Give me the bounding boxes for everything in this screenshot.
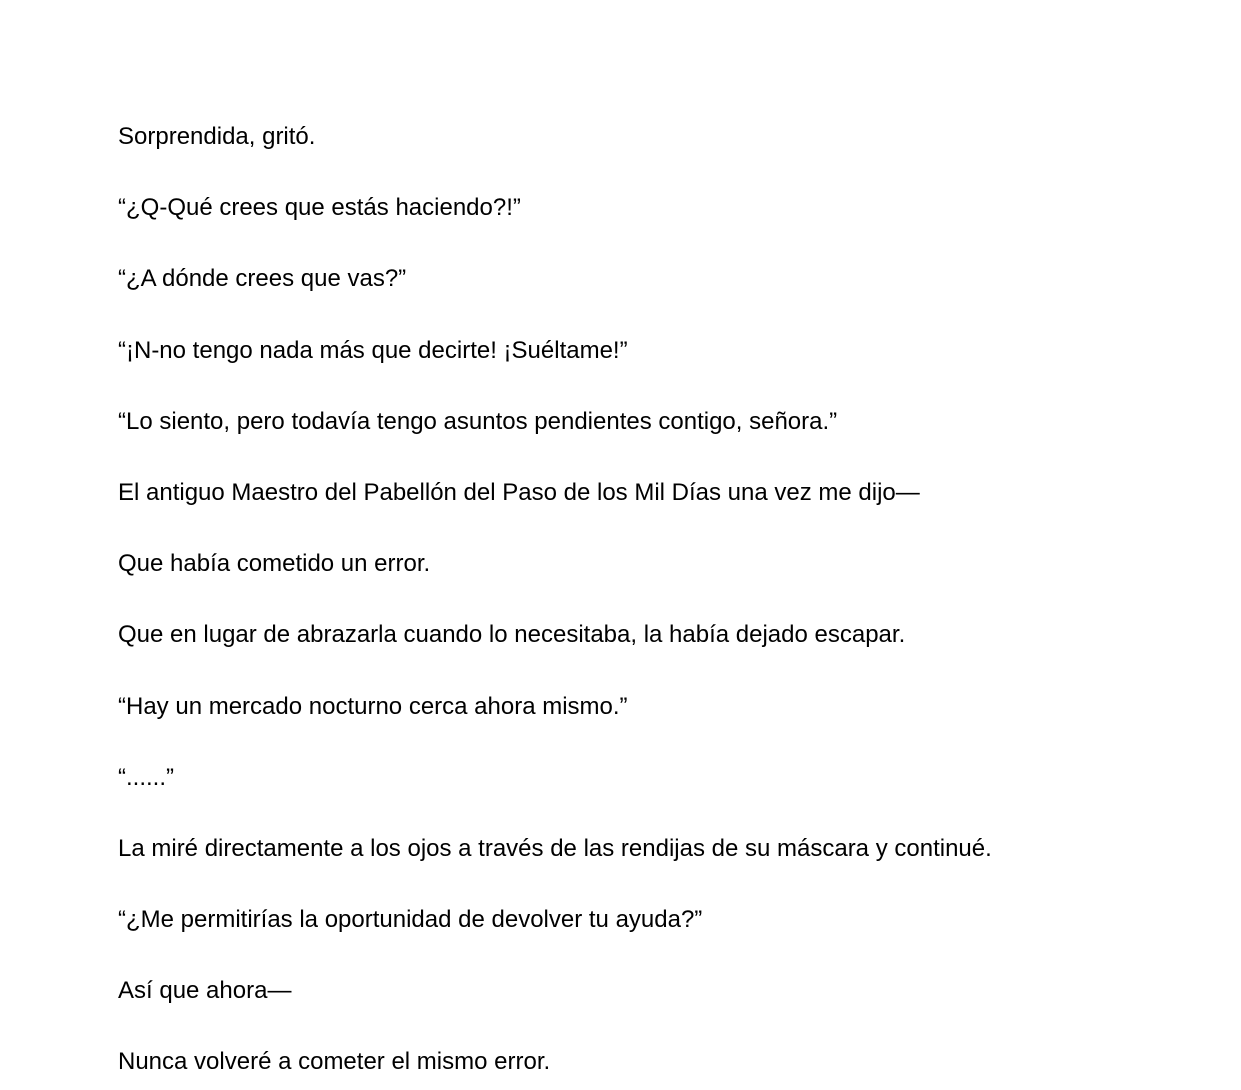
paragraph: “¡N-no tengo nada más que decirte! ¡Suéltame!”: [118, 336, 628, 364]
paragraph: “¿Me permitirías la oportunidad de devolver tu ayuda?”: [118, 906, 703, 934]
paragraph: “Lo siento, pero todavía tengo asuntos pendientes contigo, señora.”: [118, 407, 838, 435]
paragraph: “Hay un mercado nocturno cerca ahora mismo.”: [118, 692, 628, 720]
paragraph: Nunca volveré a cometer el mismo error.: [118, 1048, 551, 1076]
paragraph: Así que ahora—: [118, 977, 292, 1005]
paragraph: La miré directamente a los ojos a través de las rendijas de su máscara y continué.: [118, 834, 992, 862]
document-body: [118, 119, 1198, 1090]
paragraph: “......”: [118, 763, 174, 791]
paragraph: El antiguo Maestro del Pabellón del Paso de los Mil Días una vez me dijo—: [118, 478, 920, 506]
paragraph: Que en lugar de abrazarla cuando lo necesitaba, la había dejado escapar.: [118, 621, 906, 649]
paragraph: “¿A dónde crees que vas?”: [118, 265, 407, 293]
paragraph: “¿Q-Qué crees que estás haciendo?!”: [118, 194, 521, 222]
paragraph: Sorprendida, gritó.: [118, 123, 316, 150]
paragraph: Que había cometido un error.: [118, 550, 431, 578]
